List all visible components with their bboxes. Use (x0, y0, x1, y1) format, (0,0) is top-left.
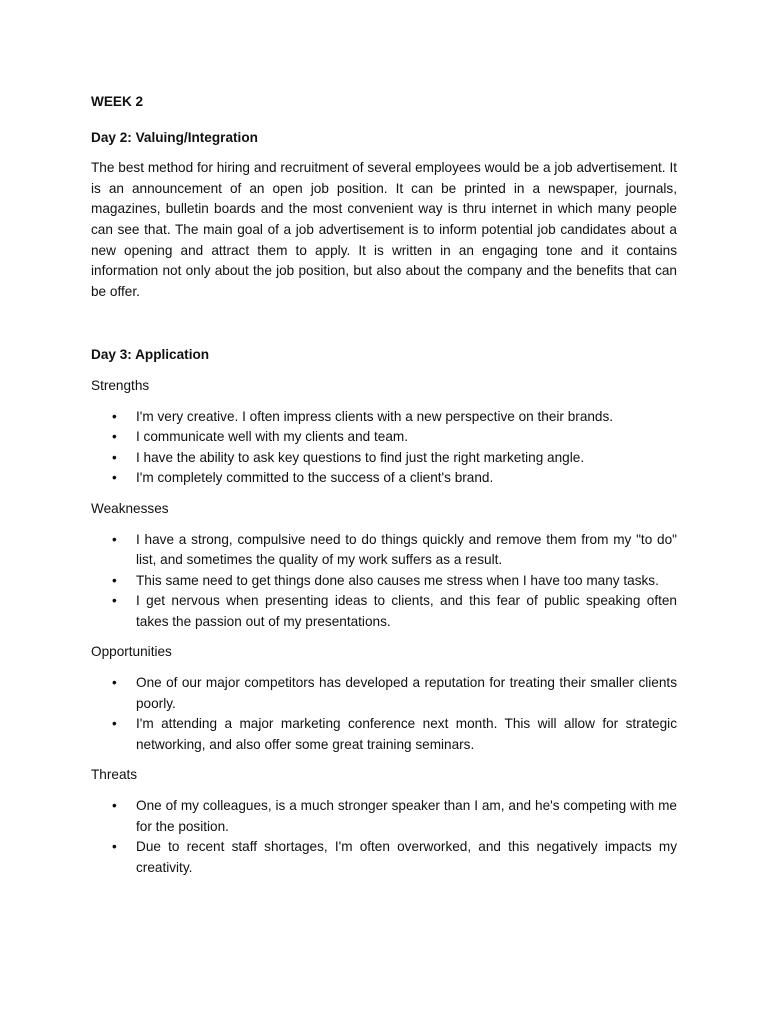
bullet-icon: • (112, 839, 117, 855)
bullet-icon: • (112, 716, 117, 732)
bullet-icon: • (112, 531, 117, 547)
list-item (91, 530, 677, 571)
weaknesses-list (91, 530, 677, 633)
bullet-icon: • (112, 572, 117, 588)
list-item (91, 714, 677, 755)
list-item (91, 468, 677, 489)
list-item (91, 427, 677, 448)
list-item-text: I'm very creative. I often impress clients with a new perspective on their brands. (136, 408, 614, 424)
list-item (91, 407, 677, 428)
list-item-text: I have a strong, compulsive need to do things quickly and remove them from my "to do" list, and sometimes the quality of my work suffers as a result. (136, 531, 677, 568)
list-item (91, 796, 677, 837)
day2-paragraph: The best method for hiring and recruitment of several employees would be a job advertisement. It is an announcement of an open job position. It can be printed in a newspaper, journals, magazines, bulletin boards and the most convenient way is thru internet in which many people can see that. The main goal of a job advertisement is to inform potential job candidates about a new opening and attract them to apply. It is written in an engaging tone and it contains information not only about the job position, but also about the company and the benefits that can be offer. (91, 160, 677, 299)
bullet-icon: • (112, 470, 117, 486)
bullet-icon: • (112, 408, 117, 424)
bullet-icon: • (112, 675, 117, 691)
opportunities-list (91, 673, 677, 755)
day2-title: Day 2: Valuing/Integration (91, 129, 258, 145)
swot-section-opportunities (91, 642, 677, 755)
section-label: Weaknesses (91, 500, 169, 516)
bullet-icon: • (112, 593, 117, 609)
list-item-text: This same need to get things done also causes me stress when I have too many tasks. (136, 572, 659, 588)
bullet-icon: • (112, 798, 117, 814)
strengths-list (91, 407, 677, 489)
swot-section-threats (91, 765, 677, 878)
list-item (91, 837, 677, 878)
section-label: Strengths (91, 377, 150, 393)
document-page (91, 92, 677, 888)
section-label: Threats (91, 767, 138, 783)
list-item (91, 448, 677, 469)
bullet-icon: • (112, 429, 117, 445)
swot-section-strengths (91, 376, 677, 489)
list-item (91, 673, 677, 714)
threats-list (91, 796, 677, 878)
list-item (91, 591, 677, 632)
day3-title: Day 3: Application (91, 347, 210, 363)
list-item-text: I get nervous when presenting ideas to clients, and this fear of public speaking often takes the passion out of my presentations. (136, 593, 677, 629)
list-item-text: I'm completely committed to the success of a client's brand. (136, 470, 494, 486)
bullet-icon: • (112, 449, 117, 465)
swot-section-weaknesses (91, 499, 677, 633)
list-item-text: I have the ability to ask key questions to find just the right marketing angle. (136, 449, 585, 465)
week-title: WEEK 2 (91, 94, 144, 109)
list-item (91, 571, 677, 592)
list-item-text: I communicate well with my clients and team. (136, 429, 408, 445)
section-label: Opportunities (91, 644, 172, 660)
list-item-text: Due to recent staff shortages, I'm often overworked, and this negatively impacts my creativity. (136, 839, 677, 875)
list-item-text: One of my colleagues, is a much stronger speaker than I am, and he's competing with me for the position. (136, 798, 677, 834)
list-item-text: One of our major competitors has developed a reputation for treating their smaller clients poorly. (136, 675, 677, 711)
list-item-text: I'm attending a major marketing conference next month. This will allow for strategic networking, and also offer some great training seminars. (136, 716, 677, 752)
